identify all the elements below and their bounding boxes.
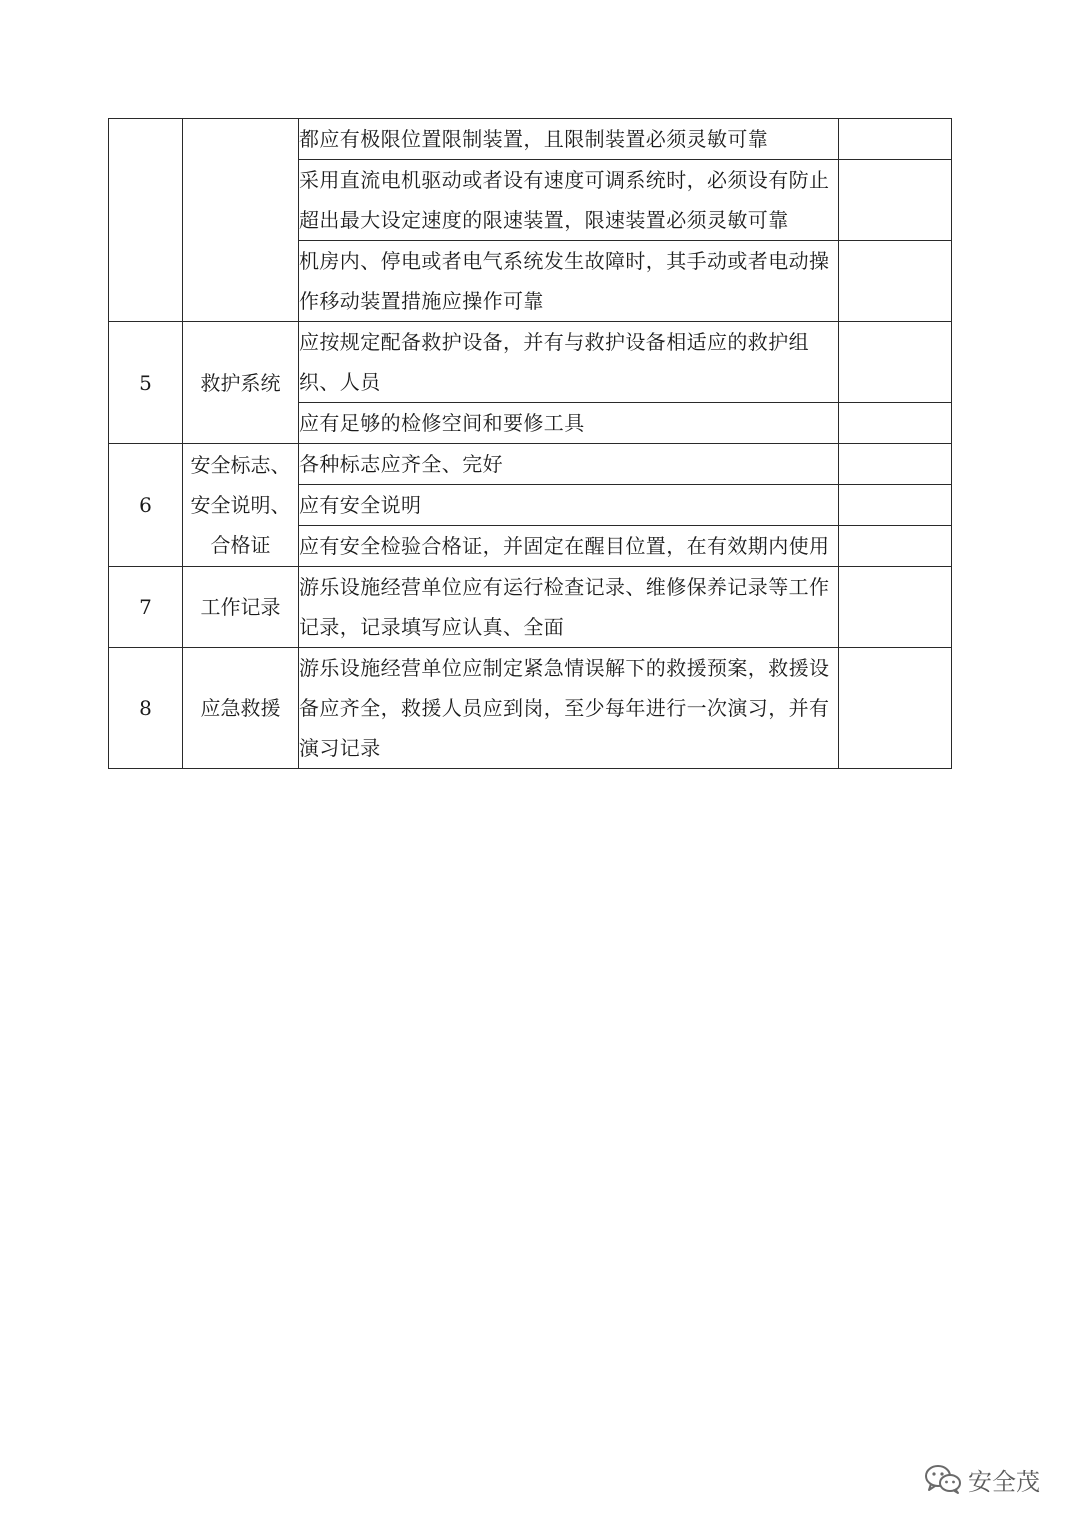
- requirement-cell: 应有足够的检修空间和要修工具: [299, 403, 839, 444]
- check-item: 应急救援: [183, 648, 299, 769]
- row-number: 8: [109, 648, 183, 769]
- requirement-cell: 应按规定配备救护设备，并有与救护设备相适应的救护组织、人员: [299, 322, 839, 403]
- requirement-cell: 游乐设施经营单位应制定紧急情误解下的救援预案，救援设备应齐全，救援人员应到岗，至少每年进行一次演习，并有演习记录: [299, 648, 839, 769]
- row-number: 7: [109, 567, 183, 648]
- result-cell: [839, 403, 952, 444]
- check-item: 安全标志、安全说明、合格证: [183, 444, 299, 567]
- requirement-cell: 都应有极限位置限制装置，且限制装置必须灵敏可靠: [299, 119, 839, 160]
- watermark-text: 安全茂: [968, 1467, 1040, 1496]
- row-number: 5: [109, 322, 183, 444]
- requirement-cell: 应有安全检验合格证，并固定在醒目位置，在有效期内使用: [299, 526, 839, 567]
- check-item: 救护系统: [183, 322, 299, 444]
- table-row: [109, 119, 952, 160]
- row-number: [109, 119, 183, 322]
- safety-checklist-table: [108, 118, 952, 769]
- requirement-cell: 各种标志应齐全、完好: [299, 444, 839, 485]
- result-cell: [839, 648, 952, 769]
- table-row: [109, 322, 952, 403]
- result-cell: [839, 241, 952, 322]
- table-row: [109, 444, 952, 485]
- result-cell: [839, 119, 952, 160]
- check-item: [183, 119, 299, 322]
- requirement-cell: 游乐设施经营单位应有运行检查记录、维修保养记录等工作记录，记录填写应认真、全面: [299, 567, 839, 648]
- requirement-cell: 采用直流电机驱动或者设有速度可调系统时，必须设有防止超出最大设定速度的限速装置，限速装置必须灵敏可靠: [299, 160, 839, 241]
- table-row: [109, 567, 952, 648]
- wechat-icon: [924, 1463, 962, 1495]
- row-number: 6: [109, 444, 183, 567]
- result-cell: [839, 444, 952, 485]
- watermark: [924, 1457, 1040, 1501]
- result-cell: [839, 567, 952, 648]
- result-cell: [839, 485, 952, 526]
- table-row: [109, 648, 952, 769]
- requirement-cell: 应有安全说明: [299, 485, 839, 526]
- result-cell: [839, 322, 952, 403]
- result-cell: [839, 526, 952, 567]
- check-item: 工作记录: [183, 567, 299, 648]
- requirement-cell: 机房内、停电或者电气系统发生故障时，其手动或者电动操作移动装置措施应操作可靠: [299, 241, 839, 322]
- result-cell: [839, 160, 952, 241]
